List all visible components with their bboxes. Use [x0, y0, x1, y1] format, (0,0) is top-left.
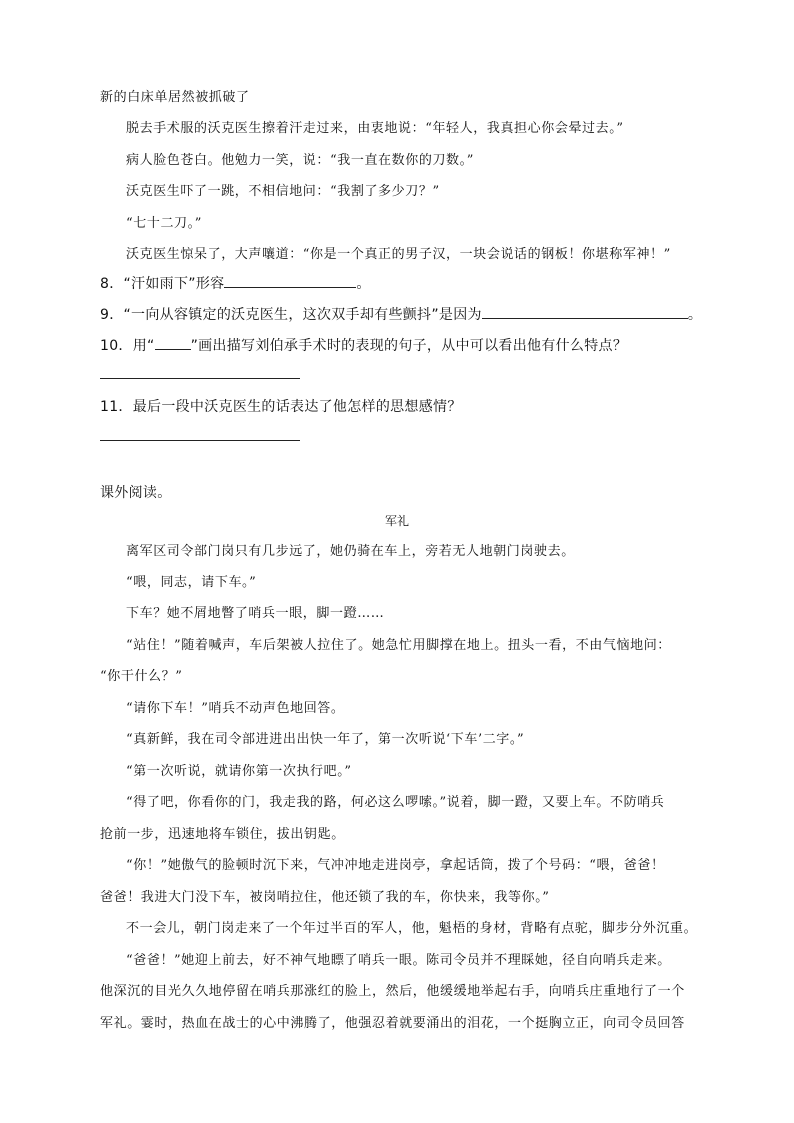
story-line: 爸爸！我进大门没下车，被岗哨拉住，他还锁了我的车，你快来，我等你。”: [100, 890, 550, 905]
question-10-text: 10．用“: [100, 338, 155, 354]
story-line: “站住！”随着喊声，车后架被人拉住了。她急忙用脚撑在地上。扭头一看，不由气恼地问：: [126, 638, 671, 653]
question-11: 11．最后一段中沃克医生的话表达了他怎样的思想感情？: [100, 399, 462, 415]
story-line: 他深沉的目光久久地停留在哨兵那涨红的脸上，然后，他缓缓地举起右手，向哨兵庄重地行了一个: [100, 984, 685, 999]
question-10: [100, 334, 627, 355]
passage-line: 沃克医生吓了一跳，不相信地问：“我割了多少刀？”: [126, 184, 440, 199]
passage-line: 沃克医生惊呆了，大声嚷道：“你是一个真正的男子汉，一块会说话的钢板！你堪称军神！”: [126, 247, 671, 262]
passage-line: “七十二刀。”: [126, 216, 202, 231]
story-line: “请你下车！”哨兵不动声色地回答。: [126, 701, 345, 716]
story-line: “得了吧，你看你的门，我走我的路，何必这么啰嗦。”说着，脚一蹬，又要上车。不防哨兵: [126, 795, 665, 810]
answer-blank[interactable]: [482, 303, 688, 319]
story-line: 军礼。霎时，热血在战士的心中沸腾了，他强忍着就要涌出的泪花，一个挺胸立正，向司令员回答: [100, 1016, 685, 1031]
story-line: “喂，同志，请下车。”: [126, 575, 257, 590]
passage-line: 脱去手术服的沃克医生擦着汗走过来，由衷地说：“年轻人，我真担心你会晕过去。”: [126, 121, 624, 136]
story-line: “真新鲜，我在司令部进进出出快一年了，第一次听说‘下车’二字。”: [126, 732, 525, 747]
question-8-end: 。: [356, 276, 371, 292]
story-title: 军礼: [384, 514, 409, 528]
story-line: 不一会儿，朝门岗走来了一个年过半百的军人，他，魁梧的身材，背略有点驼，脚步分外沉重。: [126, 921, 698, 936]
story-line: 下车？她不屑地瞥了哨兵一眼，脚一蹬……: [126, 606, 385, 621]
answer-line-10[interactable]: [100, 378, 300, 379]
answer-blank[interactable]: [224, 272, 356, 288]
question-9-end: 。: [687, 307, 703, 323]
question-8: [100, 272, 371, 293]
question-9-text: 9．“一向从容镇定的沃克医生，这次双手却有些颤抖”是因为: [100, 307, 482, 323]
story-line: 离军区司令部门岗只有几步远了，她仍骑在车上，旁若无人地朝门岗驶去。: [126, 544, 575, 559]
underline-sample: [155, 334, 191, 350]
question-8-text: 8．“汗如雨下”形容: [100, 276, 225, 292]
story-line: “第一次听说，就请你第一次执行吧。”: [126, 764, 352, 779]
passage-line: 病人脸色苍白。他勉力一笑，说：“我一直在数你的刀数。”: [126, 153, 474, 168]
story-line: “爸爸！”她迎上前去，好不神气地瞟了哨兵一眼。陈司令员并不理睬她，径自向哨兵走来。: [126, 953, 671, 968]
story-line: 抢前一步，迅速地将车锁住，拔出钥匙。: [100, 827, 345, 842]
story-line: “你干什么？”: [100, 669, 183, 684]
question-9: [100, 303, 702, 324]
section-heading: 课外阅读。: [100, 485, 172, 501]
story-line: “你！”她傲气的脸顿时沉下来，气冲冲地走进岗亭，拿起话筒，拨了个号码：“喂，爸爸！: [126, 858, 665, 873]
question-10-text-end: ”画出描写刘伯承手术时的表现的句子，从中可以看出他有什么特点？: [190, 338, 628, 354]
passage-line: 新的白床单居然被抓破了: [100, 90, 250, 105]
answer-line-11[interactable]: [100, 440, 300, 441]
